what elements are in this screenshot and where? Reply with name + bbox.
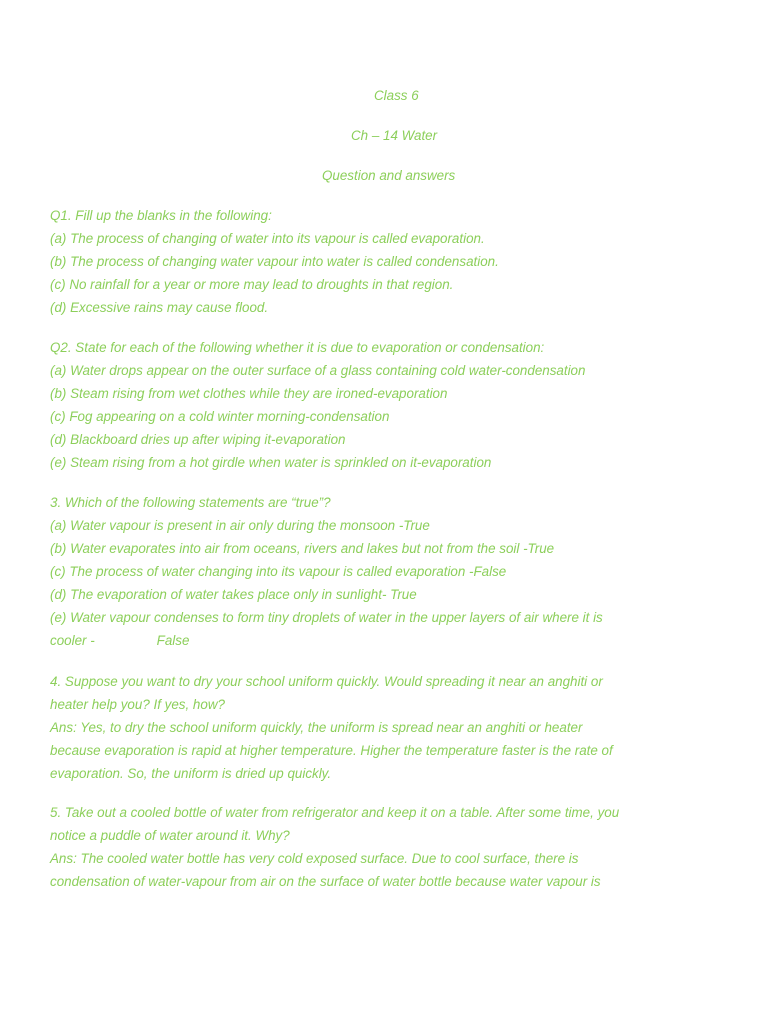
answer-line: (c) No rainfall for a year or more may lead to droughts in that region. [50,277,454,292]
question-4 [50,670,740,785]
answer-line: (c) Fog appearing on a cold winter morning-condensation [50,409,390,424]
question-line: 5. Take out a cooled bottle of water from refrigerator and keep it on a table. After some time, you [50,805,620,820]
answer-line-start: cooler - [50,633,95,648]
answer-line: (a) Water vapour is present in air only during the monsoon -True [50,518,430,533]
answer-line: (c) The process of water changing into its vapour is called evaporation -False [50,564,507,579]
chapter-title: Ch – 14 Water [351,128,438,143]
question-1 [50,204,740,319]
answer-line: because evaporation is rapid at higher temperature. Higher the temperature faster is the rate of [50,743,613,758]
question-line: 3. Which of the following statements are “true”? [50,495,331,510]
answer-line: Ans: The cooled water bottle has very cold exposed surface. Due to cool surface, there is [50,851,579,866]
question-line: heater help you? If yes, how? [50,697,225,712]
question-line: notice a puddle of water around it. Why? [50,828,290,843]
answer-line: evaporation. So, the uniform is dried up quickly. [50,766,332,781]
question-2 [50,336,740,474]
question-line: 4. Suppose you want to dry your school uniform quickly. Would spreading it near an anghiti or [50,674,603,689]
answer-line: (a) The process of changing of water into its vapour is called evaporation. [50,231,485,246]
answer-line: (b) Water evaporates into air from oceans, rivers and lakes but not from the soil -True [50,541,555,556]
section-title: Question and answers [322,168,456,183]
answer-line: (d) Blackboard dries up after wiping it-evaporation [50,432,346,447]
answer-verdict: False [156,633,190,648]
question-line: Q2. State for each of the following whether it is due to evaporation or condensation: [50,340,545,355]
question-5 [50,801,740,893]
answer-line: (a) Water drops appear on the outer surface of a glass containing cold water-condensation [50,363,586,378]
answer-line: (e) Water vapour condenses to form tiny droplets of water in the upper layers of air where it is [50,610,603,625]
question-3 [50,491,740,652]
answer-line: Ans: Yes, to dry the school uniform quickly, the uniform is spread near an anghiti or heater [50,720,583,735]
answer-line [50,629,740,652]
answer-line: (e) Steam rising from a hot girdle when water is sprinkled on it-evaporation [50,455,492,470]
answer-line: (b) Steam rising from wet clothes while they are ironed-evaporation [50,386,448,401]
answer-line: condensation of water-vapour from air on the surface of water bottle because water vapour is [50,874,601,889]
answer-line: (d) Excessive rains may cause flood. [50,300,269,315]
answer-line: (d) The evaporation of water takes place only in sunlight- True [50,587,417,602]
answer-line: (b) The process of changing water vapour into water is called condensation. [50,254,499,269]
question-line: Q1. Fill up the blanks in the following: [50,208,272,223]
class-label: Class 6 [374,88,419,103]
